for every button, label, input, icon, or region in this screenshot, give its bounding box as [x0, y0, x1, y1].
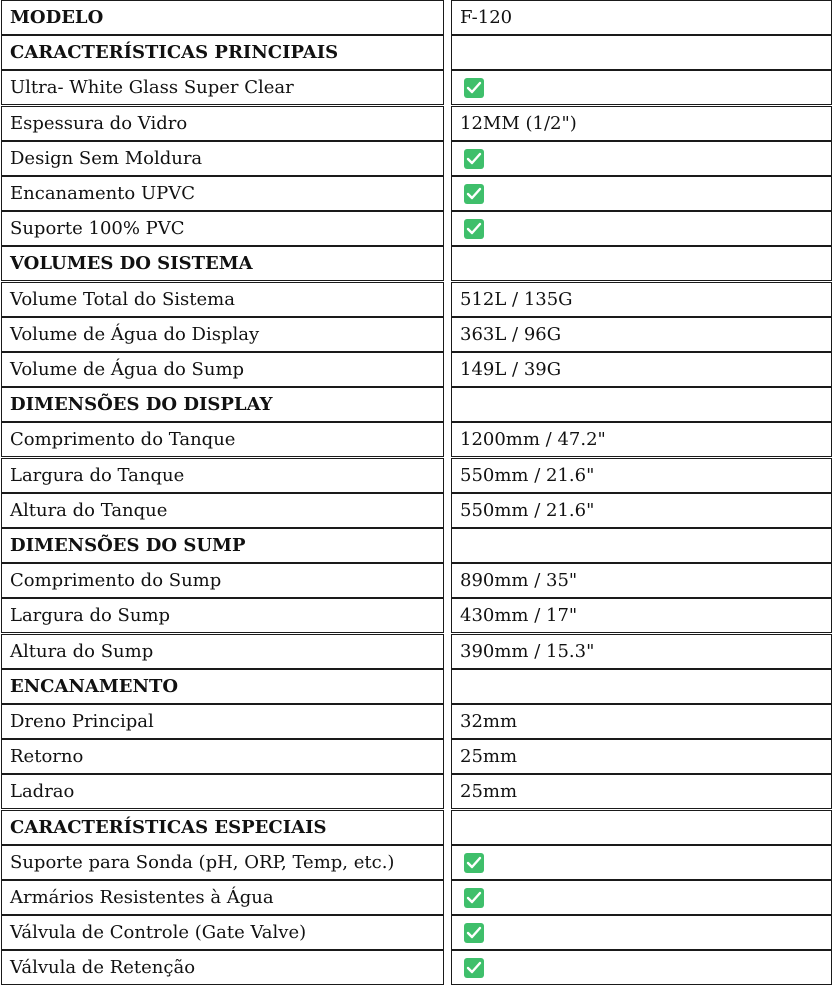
- checkmark-icon: [464, 888, 484, 908]
- section-title: DIMENSÕES DO DISPLAY: [1, 387, 444, 422]
- row-value: 25mm: [460, 781, 518, 803]
- table-row: [0, 493, 833, 528]
- section-row: [0, 528, 833, 563]
- row-value-cell: [451, 458, 832, 493]
- row-value-cell: [451, 352, 832, 387]
- checkmark-icon: [464, 923, 484, 943]
- row-label: Altura do Tanque: [1, 493, 444, 528]
- checkmark-icon: [464, 149, 484, 169]
- row-value-cell: [451, 915, 832, 950]
- row-label: Altura do Sump: [1, 634, 444, 669]
- table-row: [0, 598, 833, 633]
- section-row: [0, 387, 833, 422]
- row-label: Suporte 100% PVC: [1, 211, 444, 246]
- row-label: Comprimento do Tanque: [1, 422, 444, 457]
- row-label: Espessura do Vidro: [1, 106, 444, 141]
- section-row: [0, 35, 833, 70]
- row-value-cell: [451, 880, 832, 915]
- row-value-cell: [451, 598, 832, 633]
- row-value-cell: [451, 739, 832, 774]
- table-row: [0, 563, 833, 598]
- row-label: Dreno Principal: [1, 704, 444, 739]
- row-label: Suporte para Sonda (pH, ORP, Temp, etc.): [1, 845, 444, 880]
- row-value-cell: [451, 810, 832, 845]
- table-row: [0, 70, 833, 105]
- row-value-cell: [451, 704, 832, 739]
- row-label: Encanamento UPVC: [1, 176, 444, 211]
- row-value: 363L / 96G: [460, 323, 562, 345]
- row-value-cell: [451, 950, 832, 985]
- table-row: [0, 317, 833, 352]
- section-title: ENCANAMENTO: [1, 669, 444, 704]
- row-label: Armários Resistentes à Água: [1, 880, 444, 915]
- row-value-cell: [451, 282, 832, 317]
- row-value: 12MM (1/2"): [460, 112, 577, 134]
- table-row: [0, 176, 833, 211]
- table-row: [0, 141, 833, 176]
- section-row: [0, 669, 833, 704]
- table-row: [0, 704, 833, 739]
- row-value: F-120: [460, 7, 513, 28]
- table-row: [0, 915, 833, 950]
- row-label: Comprimento do Sump: [1, 563, 444, 598]
- table-row: [0, 458, 833, 493]
- row-value: 550mm / 21.6": [460, 464, 595, 486]
- row-value: 149L / 39G: [460, 359, 562, 380]
- row-value-cell: [451, 528, 832, 563]
- row-label: Volume de Água do Sump: [1, 352, 444, 387]
- table-row: [0, 845, 833, 880]
- row-value: 390mm / 15.3": [460, 640, 595, 662]
- section-row: [0, 810, 833, 845]
- row-label: Volume de Água do Display: [1, 317, 444, 352]
- row-value-cell: [451, 493, 832, 528]
- row-value-cell: [451, 35, 832, 70]
- row-label: Largura do Sump: [1, 598, 444, 633]
- row-value-cell: [451, 317, 832, 352]
- section-title: DIMENSÕES DO SUMP: [1, 528, 444, 563]
- row-label: Válvula de Retenção: [1, 950, 444, 985]
- row-value: 430mm / 17": [460, 605, 578, 627]
- row-label: MODELO: [1, 0, 444, 35]
- row-label: Largura do Tanque: [1, 458, 444, 493]
- checkmark-icon: [464, 958, 484, 978]
- row-value-cell: [451, 845, 832, 880]
- checkmark-icon: [464, 219, 484, 239]
- row-value-cell: [451, 0, 832, 35]
- row-value-cell: [451, 422, 832, 457]
- section-title: CARACTERÍSTICAS PRINCIPAIS: [1, 35, 444, 70]
- table-row: [0, 211, 833, 246]
- table-row: [0, 739, 833, 774]
- row-value: 1200mm / 47.2": [460, 429, 606, 451]
- row-value: 512L / 135G: [460, 288, 573, 310]
- row-label: Ladrao: [1, 774, 444, 809]
- row-label: Válvula de Controle (Gate Valve): [1, 915, 444, 950]
- row-value-cell: [451, 70, 832, 105]
- row-value-cell: [451, 669, 832, 704]
- section-row: [0, 246, 833, 281]
- header-row: [0, 0, 833, 35]
- row-value: 550mm / 21.6": [460, 499, 595, 521]
- row-label: Volume Total do Sistema: [1, 282, 444, 317]
- row-value-cell: [451, 141, 832, 176]
- row-value: 890mm / 35": [460, 570, 578, 592]
- section-title: VOLUMES DO SISTEMA: [1, 246, 444, 281]
- row-value-cell: [451, 634, 832, 669]
- row-value: 32mm: [460, 711, 518, 732]
- table-row: [0, 422, 833, 457]
- row-label: Ultra- White Glass Super Clear: [1, 70, 444, 105]
- checkmark-icon: [464, 78, 484, 98]
- table-row: [0, 774, 833, 809]
- table-row: [0, 880, 833, 915]
- table-row: [0, 106, 833, 141]
- row-value-cell: [451, 176, 832, 211]
- row-value-cell: [451, 387, 832, 422]
- row-value-cell: [451, 106, 832, 141]
- row-value-cell: [451, 563, 832, 598]
- row-value-cell: [451, 774, 832, 809]
- table-row: [0, 352, 833, 387]
- section-title: CARACTERÍSTICAS ESPECIAIS: [1, 810, 444, 845]
- table-row: [0, 950, 833, 985]
- table-row: [0, 282, 833, 317]
- row-label: Design Sem Moldura: [1, 141, 444, 176]
- row-value-cell: [451, 211, 832, 246]
- row-value-cell: [451, 246, 832, 281]
- checkmark-icon: [464, 184, 484, 204]
- row-value: 25mm: [460, 746, 518, 768]
- row-label: Retorno: [1, 739, 444, 774]
- checkmark-icon: [464, 853, 484, 873]
- table-row: [0, 634, 833, 669]
